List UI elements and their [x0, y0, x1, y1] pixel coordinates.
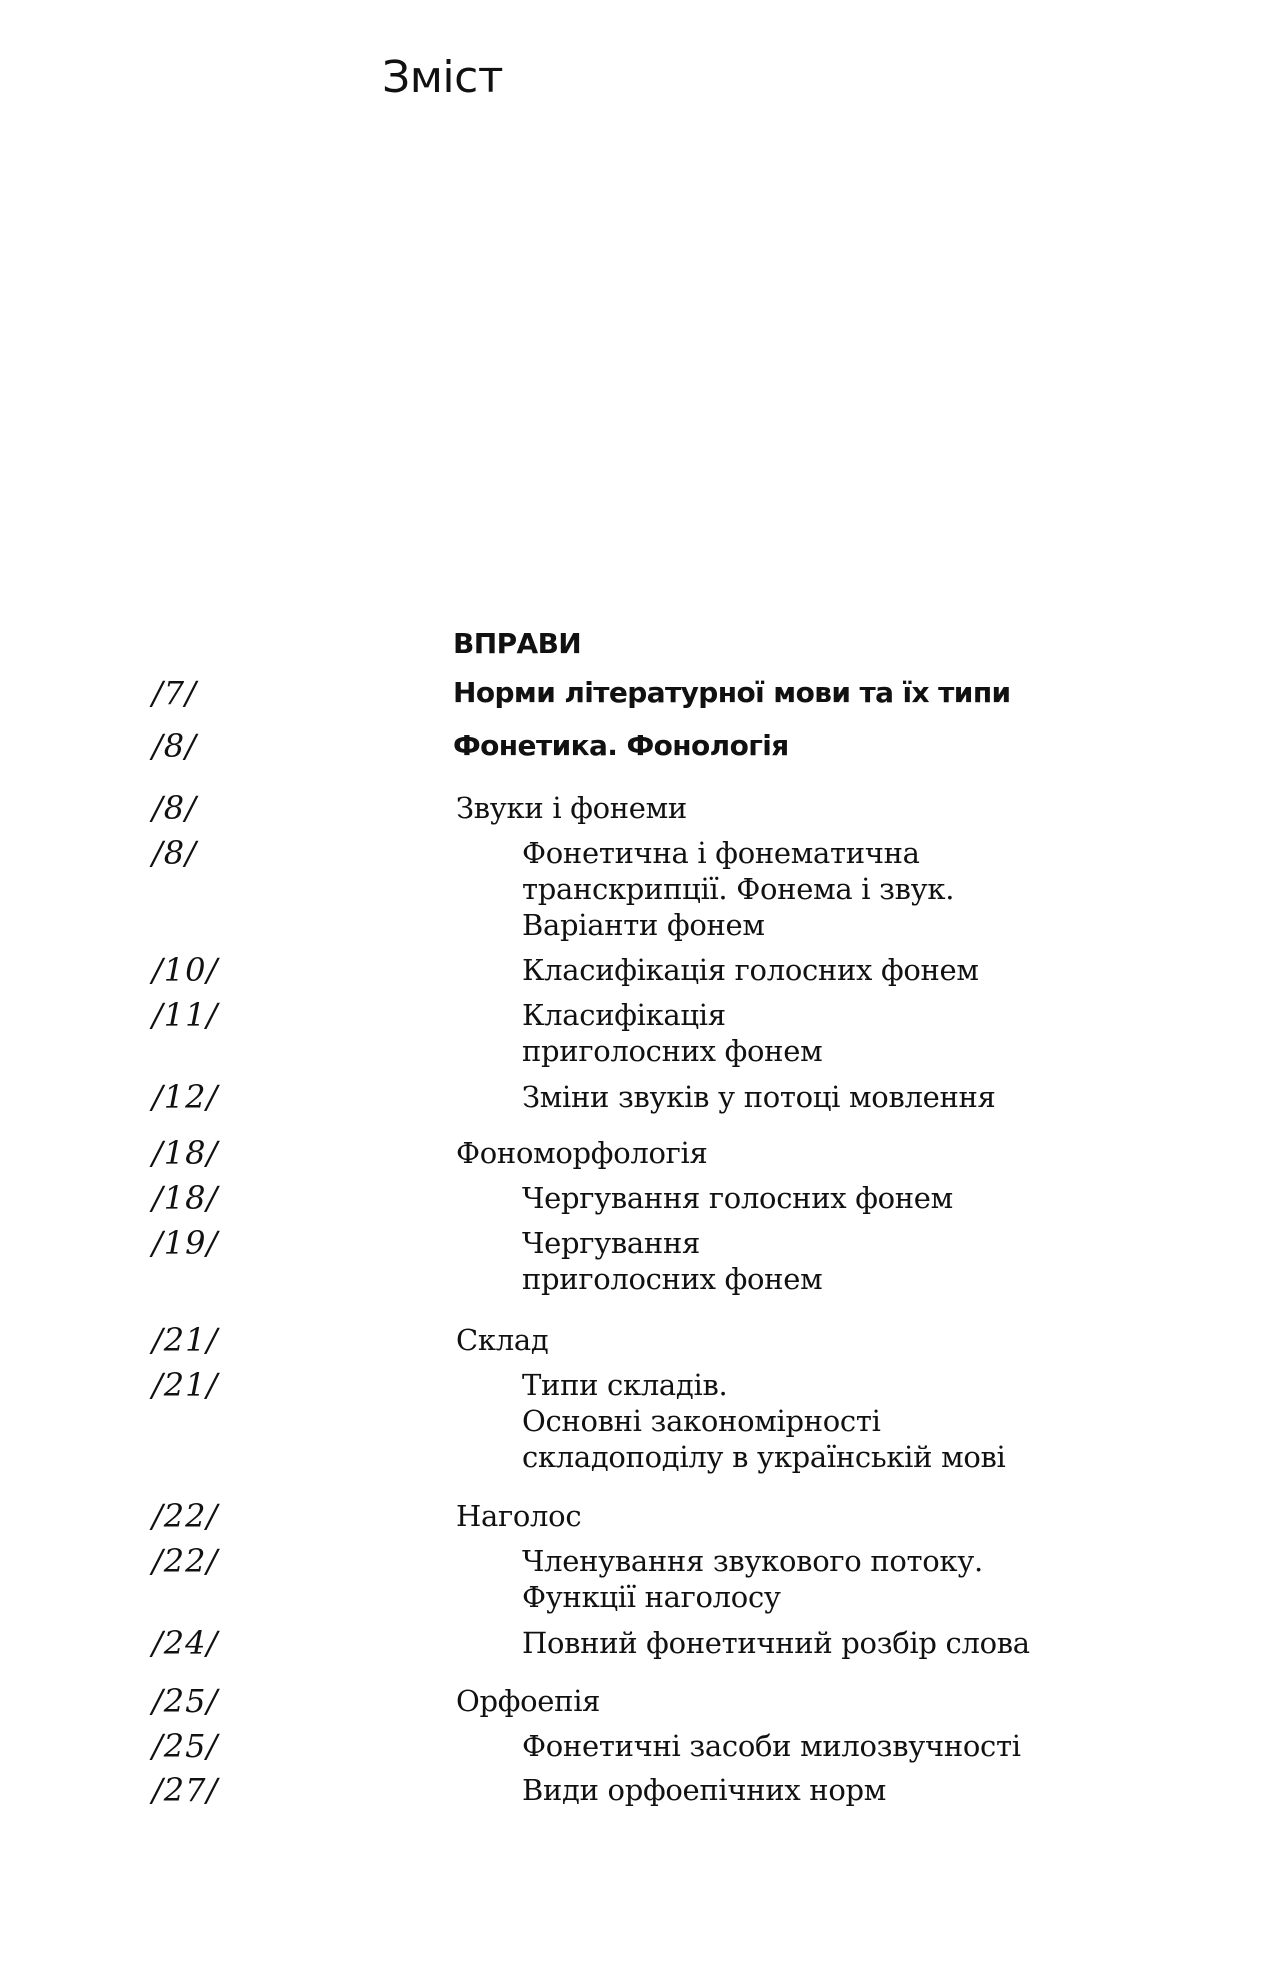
toc-page-number: /24/	[152, 1624, 219, 1662]
toc-section-title: Фономорфологія	[456, 1136, 708, 1170]
toc-chapter-title: Норми літературної мови та їх типи	[453, 676, 1011, 709]
toc-subsection-title: Класифікація приголосних фонем	[522, 998, 823, 1068]
toc-subsection-title: Повний фонетичний розбір слова	[522, 1626, 1030, 1660]
toc-page-number: /11/	[152, 996, 219, 1034]
toc-page-number: /22/	[152, 1542, 219, 1580]
toc-page-number: /18/	[152, 1179, 219, 1217]
toc-page-number: /27/	[152, 1771, 219, 1809]
toc-subsection-title: Типи складів. Основні закономірності складоподілу в українській мові	[522, 1368, 1006, 1474]
toc-page-number: /12/	[152, 1078, 219, 1116]
toc-page-number: /25/	[152, 1682, 219, 1720]
toc-page-number: /10/	[152, 951, 219, 989]
toc-section-title: Орфоепія	[456, 1684, 601, 1718]
section-heading: ВПРАВИ	[453, 627, 582, 660]
toc-subsection-title: Чергування голосних фонем	[522, 1181, 953, 1215]
toc-subsection-title: Фонетичні засоби милозвучності	[522, 1729, 1021, 1763]
toc-page-number: /19/	[152, 1224, 219, 1262]
toc-section-title: Склад	[456, 1323, 549, 1357]
toc-section-title: Звуки і фонеми	[456, 791, 687, 825]
toc-chapter-title: Фонетика. Фонологія	[453, 729, 789, 762]
toc-page-number: /18/	[152, 1134, 219, 1172]
toc-subsection-title: Чергування приголосних фонем	[522, 1226, 823, 1296]
page-title: Зміст	[382, 52, 503, 103]
toc-page-number: /21/	[152, 1321, 219, 1359]
toc-subsection-title: Класифікація голосних фонем	[522, 953, 979, 987]
toc-page-number: /7/	[152, 674, 197, 712]
toc-page-number: /8/	[152, 834, 197, 872]
toc-page-number: /22/	[152, 1497, 219, 1535]
toc-section-title: Наголос	[456, 1499, 582, 1533]
toc-page-number: /8/	[152, 727, 197, 765]
toc-page-number: /25/	[152, 1727, 219, 1765]
toc-page-number: /8/	[152, 789, 197, 827]
toc-subsection-title: Види орфоепічних норм	[522, 1773, 887, 1807]
toc-subsection-title: Зміни звуків у потоці мовлення	[522, 1080, 996, 1114]
toc-subsection-title: Членування звукового потоку. Функції наголосу	[522, 1544, 983, 1614]
toc-subsection-title: Фонетична і фонематична транскрипції. Фонема і звук. Варіанти фонем	[522, 836, 955, 942]
toc-page-number: /21/	[152, 1366, 219, 1404]
